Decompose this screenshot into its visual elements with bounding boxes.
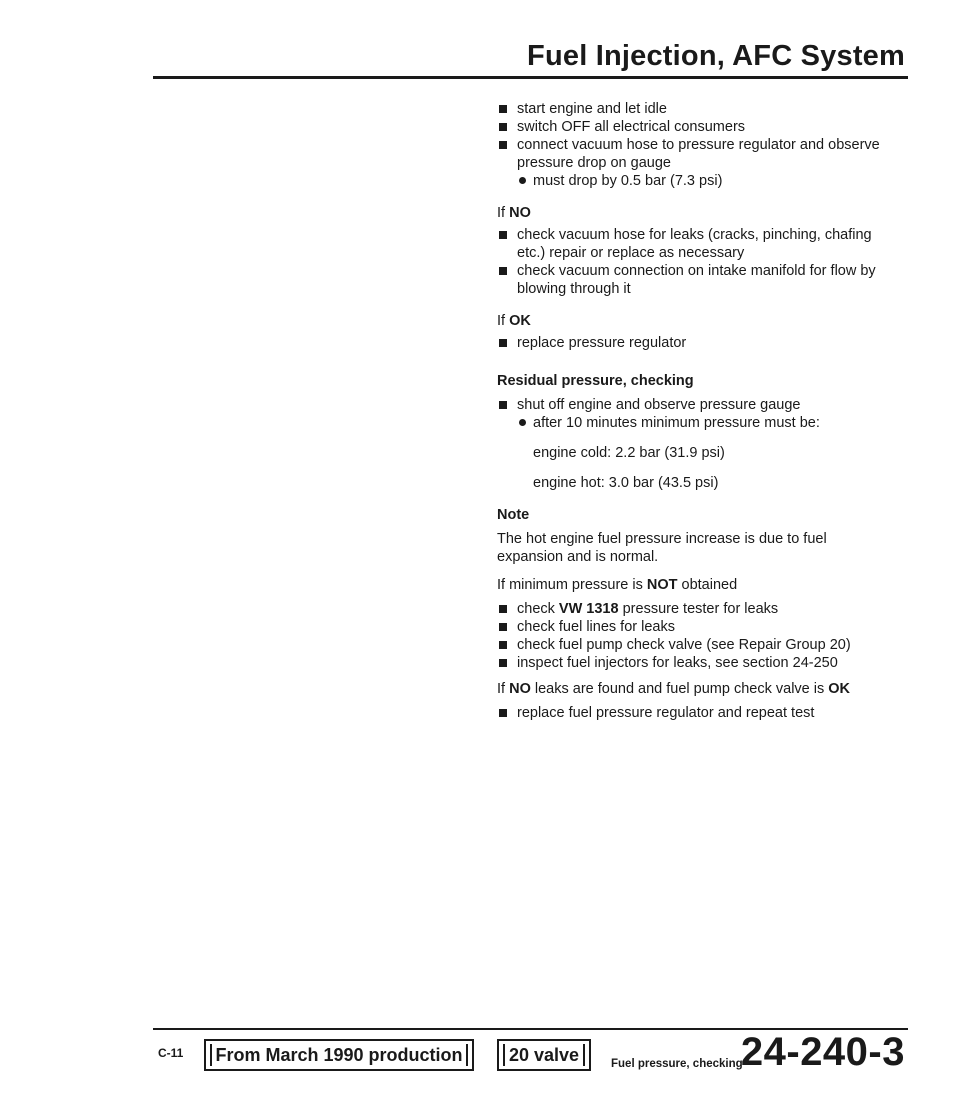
page-code: C-11 <box>158 1046 184 1060</box>
list-item: start engine and let idle <box>497 100 882 118</box>
condition-prefix: If <box>497 205 506 221</box>
procedure-content <box>497 100 882 722</box>
condition-keyword: NOT <box>646 577 678 593</box>
list-item-text: shut off engine and observe pressure gauge <box>517 397 801 413</box>
list-item: switch OFF all electrical consumers <box>497 118 882 136</box>
condition-keyword: OK <box>828 681 851 697</box>
condition-keyword: NO <box>509 681 531 697</box>
list-item: check vacuum connection on intake manifold for flow by blowing through it <box>497 262 882 298</box>
list-item: check vacuum hose for leaks (cracks, pinching, chafing etc.) repair or replace as necessary <box>497 226 882 262</box>
sub-list-item: must drop by 0.5 bar (7.3 psi) <box>517 172 882 190</box>
condition-keyword: OK <box>509 313 531 329</box>
list-item: check fuel lines for leaks <box>497 618 882 636</box>
list-item <box>497 136 882 190</box>
list-item <box>497 600 882 618</box>
spec-engine-cold: engine cold: 2.2 bar (31.9 psi) <box>533 445 725 461</box>
if-no-list <box>497 226 882 298</box>
not-obtained-list <box>497 600 882 672</box>
production-badge: From March 1990 production <box>204 1039 474 1071</box>
no-leaks-list <box>497 704 882 722</box>
item-text: pressure tester for leaks <box>622 601 779 617</box>
page-title: Fuel Injection, AFC System <box>527 40 905 72</box>
condition-text: obtained <box>681 577 738 593</box>
condition-text: If minimum pressure is <box>497 577 643 593</box>
list-item: check fuel pump check valve (see Repair Group 20) <box>497 636 882 654</box>
residual-list <box>497 396 882 432</box>
list-item <box>497 396 882 432</box>
condition-if-ok <box>497 312 882 330</box>
condition-not-obtained <box>497 576 882 594</box>
tool-number: VW 1318 <box>558 601 619 617</box>
valve-badge: 20 valve <box>497 1039 591 1071</box>
header-rule <box>153 76 908 79</box>
condition-prefix: If <box>497 681 506 697</box>
sub-list <box>517 172 882 190</box>
condition-prefix: If <box>497 313 506 329</box>
condition-if-no <box>497 204 882 222</box>
note-text: The hot engine fuel pressure increase is due to fuel expansion and is normal. <box>497 531 827 565</box>
sub-list-item: after 10 minutes minimum pressure must be: <box>517 414 882 432</box>
spec-engine-hot: engine hot: 3.0 bar (43.5 psi) <box>533 475 719 491</box>
list-item-text: connect vacuum hose to pressure regulator and observe pressure drop on gauge <box>517 137 880 171</box>
list-item: inspect fuel injectors for leaks, see section 24-250 <box>497 654 882 672</box>
footer-caption: Fuel pressure, checking <box>611 1058 743 1070</box>
sub-list <box>517 414 882 432</box>
section-heading: Residual pressure, checking <box>497 373 694 389</box>
note-heading: Note <box>497 507 530 523</box>
condition-keyword: NO <box>509 205 531 221</box>
regulator-check-list <box>497 100 882 190</box>
list-item: replace pressure regulator <box>497 334 882 352</box>
if-ok-list <box>497 334 882 352</box>
condition-no-leaks <box>497 680 882 698</box>
page-number: 24-240-3 <box>740 1030 905 1074</box>
item-text: check <box>517 601 555 617</box>
list-item: replace fuel pressure regulator and repeat test <box>497 704 882 722</box>
condition-text: leaks are found and fuel pump check valve is <box>534 681 825 697</box>
